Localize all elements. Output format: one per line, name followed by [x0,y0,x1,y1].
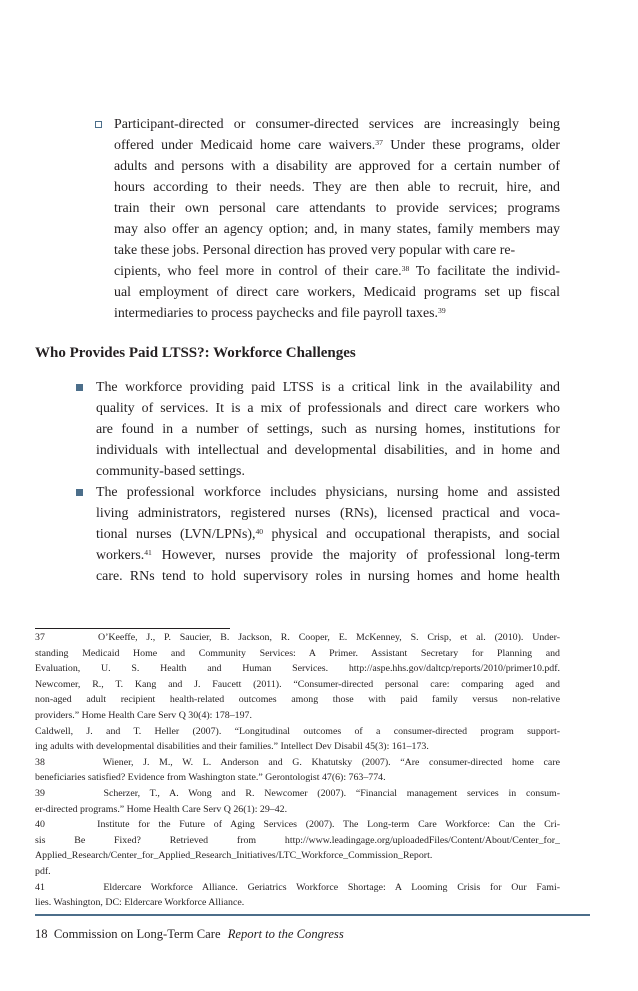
text-line [114,303,560,324]
text-line [114,261,560,282]
text-run: physical and occupational therapists, and social [263,527,560,542]
text-line [114,282,560,303]
text-line [114,114,560,135]
text-run: 38 Wiener, J. M., W. L. Anderson and G. Khatutsky (2007). “Are consumer-directed home care [35,756,560,768]
text-line [114,240,560,261]
text-line [35,755,560,771]
text-line [35,630,560,646]
text-run: sis Be Fixed? Retrieved from http://www.leadingage.org/uploadedFiles/Content/About/Center_for_ [35,834,560,846]
publisher: Commission on Long-Term Care [53,927,221,941]
text-run: 40 Institute for the Future of Aging Services (2007). The Long-term Care Workforce: Can the Cri- [35,819,560,831]
footnotes [35,630,560,911]
text-line [114,135,560,156]
text-run: ing adults with developmental disabilities and their families.” Intellect Dev Disabil 45(3): 161–173. [35,741,429,753]
text-line [35,692,560,708]
text-line [96,440,560,461]
text-run: intermediaries to process paychecks and file payroll taxes. [114,306,438,321]
section-heading: Who Provides Paid LTSS?: Workforce Challenges [35,345,356,361]
text-line [96,545,560,566]
page-number: 18 [35,927,48,941]
text-line [35,646,560,662]
text-line [96,566,560,587]
text-run: The professional workforce includes physicians, nursing home and assisted [96,485,560,500]
text-line [35,880,560,896]
bullet-professional-workforce [96,482,560,587]
text-run: living administrators, registered nurses (RNs), licensed practical and voca- [96,506,560,521]
text-line [114,177,560,198]
text-line [35,661,560,677]
footnote-reference: 39 [438,305,446,315]
text-line [96,398,560,419]
text-run: non-aged adult recipient health-related outcomes among those with paid family versus non-relative [35,694,560,706]
text-line [35,895,560,911]
report-title: Report to the Congress [227,927,344,941]
text-run: Applied_Research/Center_for_Applied_Research_Initiatives/LTC_Workforce_Commission_Report. [35,850,433,862]
text-line [35,677,560,693]
text-run: take these jobs. Personal direction has proved very popular with care re- [114,243,516,258]
text-line [35,802,560,818]
text-line [35,864,560,880]
text-line [35,708,560,724]
text-run: 41 Eldercare Workforce Alliance. Geriatrics Workforce Shortage: A Looming Crisis for Our Fami- [35,881,560,893]
text-line [114,219,560,240]
text-line [96,524,560,545]
text-run: are found in a number of settings, such as nursing homes, institutions for [96,422,560,437]
text-line [35,848,560,864]
text-run: However, nurses provide the majority of professional long-term [151,548,560,563]
text-line [114,156,560,177]
text-run: offered under Medicaid home care waivers. [114,138,376,153]
text-line [96,482,560,503]
text-run: may also offer an agency option; and, in many states, family members may [114,222,560,237]
text-run: beneficiaries satisfied? Evidence from Washington state.” Gerontologist 47(6): 763–774. [35,772,386,784]
text-line [35,817,560,833]
text-run: pdf. [35,865,51,877]
text-line [96,503,560,524]
footnote-divider [35,628,230,629]
text-run: Participant-directed or consumer-directed services are increasingly being [114,117,560,132]
paragraph-participant-directed [114,114,560,324]
text-run: Under these programs, older [382,138,560,153]
text-run: providers.” Home Health Care Serv Q 30(4): 178–197. [35,709,252,721]
text-run: Caldwell, J. and T. Heller (2007). “Longitudinal outcomes of a consumer-directed program support- [35,725,560,737]
bullet-workforce [96,377,560,482]
text-line [35,786,560,802]
hollow-square-bullet-icon [95,121,102,128]
solid-square-bullet-icon [76,489,83,496]
text-run: cipients, who feel more in control of their care. [114,264,402,279]
text-run: lies. Washington, DC: Eldercare Workforce Alliance. [35,897,245,909]
text-run: ual employment of direct care workers, Medicaid programs set up fiscal [114,285,560,300]
text-line [96,461,560,482]
footer-rule [35,914,590,916]
footnote-reference: 41 [144,547,152,557]
text-run: er-directed programs.” Home Health Care Serv Q 26(1): 29–42. [35,803,288,815]
solid-square-bullet-icon [76,384,83,391]
text-run: care. RNs tend to hold supervisory roles in nursing homes and home health [96,569,560,584]
text-run: standing Medicaid Home and Community Services: A Primer. Assistant Secretary for Planning and [35,647,560,659]
text-run: Newcomer, R., T. Kang and J. Faucett (2011). “Consumer-directed personal care: comparing aged and [35,678,560,690]
text-run: Evaluation, U. S. Health and Human Services. http://aspe.hhs.gov/daltcp/reports/2010/primer10.pdf. [35,663,560,675]
text-line [35,724,560,740]
text-line [114,198,560,219]
text-run: tional nurses (LVN/LPNs), [96,527,256,542]
text-run: To facilitate the individ- [409,264,560,279]
text-line [96,419,560,440]
text-run: 37 O’Keeffe, J., P. Saucier, B. Jackson, R. Cooper, E. McKenney, S. Crisp, et al. (2010). Under- [35,632,560,643]
footnote-reference: 37 [375,137,383,147]
text-run: workers. [96,548,145,563]
text-run: The workforce providing paid LTSS is a critical link in the availability and [96,380,560,395]
text-line [96,377,560,398]
text-run: quality of services. It is a mix of professionals and direct care workers who [96,401,560,416]
text-line [35,833,560,849]
text-run: train their own personal care attendants to provide services; programs [114,201,560,216]
text-run: adults and persons with a disability are approved for a certain number of [114,159,560,174]
text-line [35,739,560,755]
text-run: individuals with intellectual and developmental disabilities, and in home and [96,443,560,458]
footnote-reference: 40 [255,526,264,536]
text-run: 39 Scherzer, T., A. Wong and R. Newcomer (2007). “Financial management services in consum- [35,787,560,799]
page-footer [35,927,344,942]
text-run: hours according to their needs. They are then able to recruit, hire, and [114,180,560,195]
footnote-reference: 38 [401,263,410,273]
text-run: community-based settings. [96,464,245,479]
text-line [35,770,560,786]
